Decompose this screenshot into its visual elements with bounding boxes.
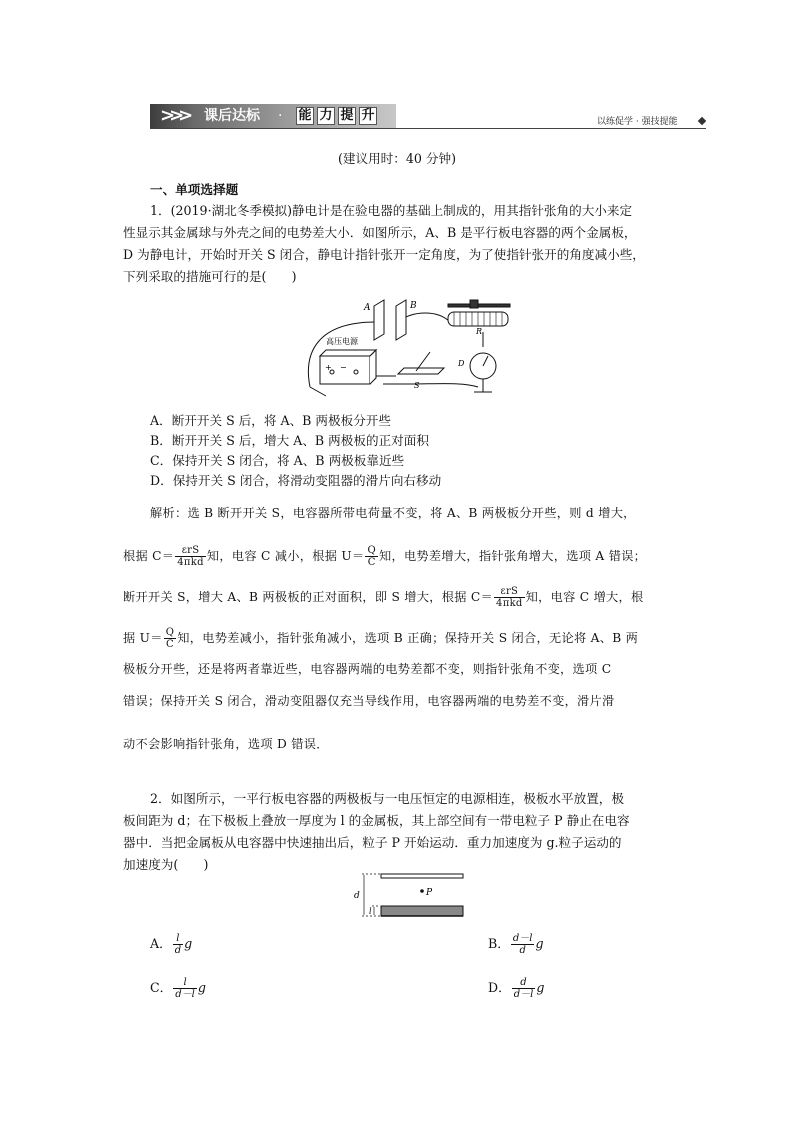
solution-line-6: 错误；保持开关 S 闭合，滑动变阻器仅充当导线作用，电容器两端的电势差不变，滑片滑 <box>123 694 615 708</box>
electrometer-circuit-figure <box>298 292 524 404</box>
solution-line-2: 根据 C＝ $\frac{\text{εrS}}{\text{4πkd}}$ 知，电容 C 减小，根据 U＝ $\frac{Q}{C}$ 知，电势差增大，指针张角增大，选项 A 错误； <box>123 545 647 568</box>
time-note: (建议用时：40 分钟) <box>337 151 456 166</box>
section-title: 一、单项选择题 <box>150 182 239 197</box>
diamond-icon <box>698 117 706 125</box>
q1-stem-line-4: 下列采取的措施可行的是( ) <box>123 269 297 284</box>
capacitor-plate-figure <box>350 868 470 922</box>
q1-option-d[interactable]: D．保持开关 S 闭合，将滑动变阻器的滑片向右移动 <box>150 473 442 488</box>
fraction-voltage: $\frac{Q}{C}$ <box>367 545 376 568</box>
header-motto: 以练促学 · 强技提能 <box>597 117 678 127</box>
q2-option-d[interactable]: D． $\frac{d}{d-l}$ g <box>488 977 545 1000</box>
label-l-thickness: l <box>369 907 372 916</box>
capacitor-plates <box>374 300 406 340</box>
q2-option-a[interactable]: A． $\frac{l}{d}$ g <box>150 933 193 956</box>
banner-title: 课后达标 <box>204 108 260 124</box>
fraction-capacitance: $\frac{\text{εrS}}{\text{4πkd}}$ <box>177 545 204 568</box>
q1-stem-line-1: 1．(2019·湖北冬季模拟)静电计是在验电器的基础上制成的，用其指针张角的大小来定 <box>150 203 633 218</box>
label-s: S <box>414 381 420 390</box>
label-a: A <box>364 303 371 313</box>
q1-option-b[interactable]: B．断开开关 S 后，增大 A、B 两极板的正对面积 <box>150 433 429 448</box>
solution-line-3: 断开开关 S，增大 A、B 两极板的正对面积，即 S 增大，根据 C＝ $\frac{\text{εrS}}{\text{4πkd}}$ 知，电容 C 增大，根 <box>123 586 644 609</box>
switch-s <box>398 352 444 374</box>
banner-dot: · <box>278 108 283 124</box>
q1-stem-line-3: D 为静电计，开始时开关 S 闭合，静电计指针张开一定角度，为了使指针张开的角度减小些， <box>123 247 645 262</box>
q2-stem-line-4: 加速度为( ) <box>123 857 209 872</box>
fraction-voltage-2: $\frac{Q}{C}$ <box>165 627 175 650</box>
rheostat <box>448 300 510 326</box>
label-minus: − <box>340 363 347 372</box>
q2-stem-line-3: 器中．当把金属板从电容器中快速抽出后，粒子 P 开始运动．重力加速度为 g.粒子运动的 <box>123 835 622 850</box>
chevron-arrows-icon: >>> <box>160 105 188 126</box>
q2-stem-line-2: 板间距为 d；在下极板上叠放一厚度为 l 的金属板，其上部空间有一带电粒子 P 静止在电容 <box>123 813 630 828</box>
label-d-gap: d <box>354 891 360 901</box>
solution-line-5: 极板分开些，还是将两者靠近些，电容器两端的电势差都不变，则指针张角不变，选项 C <box>123 662 612 676</box>
solution-line-1: 解析：选 B 断开开关 S，电容器所带电荷量不变，将 A、B 两极板分开些，则 d 增大， <box>150 506 636 520</box>
q1-option-a[interactable]: A．断开开关 S 后，将 A、B 两极板分开些 <box>150 413 391 428</box>
label-b: B <box>410 301 417 311</box>
fraction-capacitance-2: $\frac{\text{εrS}}{\text{4πkd}}$ <box>496 586 523 609</box>
banner-char-1: 能 <box>296 107 314 125</box>
q1-option-c[interactable]: C．保持开关 S 闭合，将 A、B 两极板靠近些 <box>150 453 405 468</box>
solution-line-4: 据 U＝ $\frac{Q}{C}$ 知，电势差减小，指针张角减小，选项 B 正确；保持开关 S 闭合，无论将 A、B 两 <box>123 627 639 650</box>
label-d: D <box>458 359 465 368</box>
label-power: 高压电源 <box>326 337 358 346</box>
q1-stem-line-2: 性显示其金属球与外壳之间的电势差大小．如图所示，A、B 是平行板电容器的两个金属板， <box>123 225 637 240</box>
q2-option-c[interactable]: C． $\frac{l}{d-l}$ g <box>150 977 206 1000</box>
q2-stem-line-1: 2．如图所示，一平行板电容器的两极板与一电压恒定的电源相连，极板水平放置，极 <box>150 791 624 806</box>
label-p: P <box>426 888 433 898</box>
q2-option-b[interactable]: B． $\frac{d-l}{d}$ g <box>488 933 544 956</box>
header-rule <box>150 128 706 129</box>
label-r: R <box>476 327 483 336</box>
solution-line-7: 动不会影响指针张角，选项 D 错误． <box>123 737 329 751</box>
banner-char-2: 力 <box>317 107 335 125</box>
label-plus: + <box>325 363 332 372</box>
banner-char-3: 提 <box>338 107 356 125</box>
particle-p <box>420 889 424 893</box>
banner-char-4: 升 <box>359 107 377 125</box>
